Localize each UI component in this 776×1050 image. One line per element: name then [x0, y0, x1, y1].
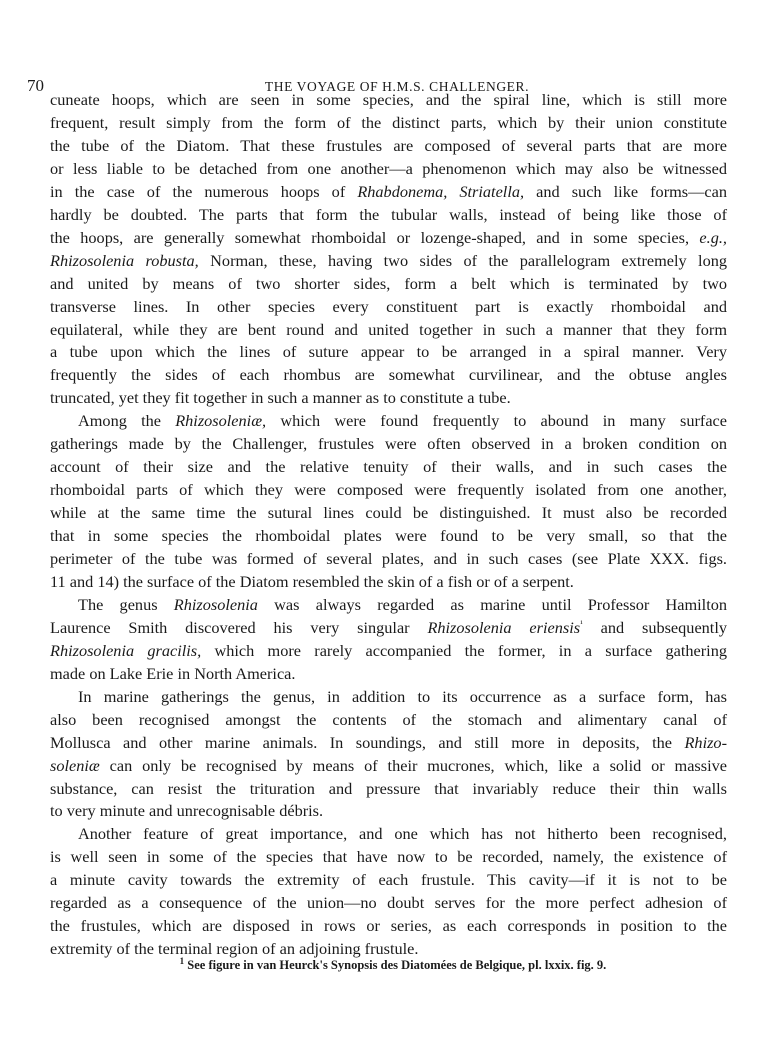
text-line [50, 90, 727, 110]
text-line [50, 733, 727, 753]
italic-term: Rhizosolenia eriensis [427, 617, 581, 637]
italic-term: soleniæ [50, 755, 100, 775]
text-line [50, 710, 727, 730]
text-run: transverse lines. In other species every constituent part is exactly rhomboidal and [50, 296, 727, 316]
text-line [50, 251, 727, 271]
text-run: and such like forms—can [524, 181, 727, 201]
text-run: also been recognised amongst the contents of the stomach and alimentary canal of [50, 709, 727, 729]
text-line [50, 388, 727, 408]
text-run: in the case of the numerous hoops of [50, 181, 358, 201]
text-run: made on Lake Erie in North America. [50, 663, 296, 683]
text-line [50, 365, 727, 385]
text-line [50, 549, 727, 569]
italic-term: Rhizo- [684, 732, 727, 752]
text-line [50, 480, 727, 500]
italic-term: Rhizosolenia [173, 594, 258, 614]
italic-term: Rhabdonema, Striatella, [357, 181, 525, 201]
text-line [50, 457, 727, 477]
text-line [50, 801, 727, 821]
italic-term: Rhizosolenia gracilis, [50, 640, 202, 660]
text-run: regarded as a consequence of the union—no doubt serves for the more perfect adhesion of [50, 893, 727, 913]
text-run: account of their size and the relative tenuity of their walls, and in such cases the [50, 457, 727, 477]
text-run: and united by means of two shorter sides, form a belt which is terminated by two [50, 273, 727, 293]
italic-term: e.g., [699, 227, 727, 247]
text-line [50, 618, 727, 638]
text-run: the frustules, which are disposed in rows or series, as each corresponds in position to the [50, 916, 727, 936]
text-run: a minute cavity towards the extremity of each frustule. This cavity—if it is not to be [50, 870, 727, 890]
text-line [78, 411, 727, 431]
text-run: the tube of the Diatom. That these frustules are composed of several parts that are more [50, 135, 727, 155]
text-run: frequent, result simply from the form of the distinct parts, which by their union constitute [50, 112, 727, 132]
text-run: Among the [78, 411, 176, 431]
page-number: 70 [27, 76, 44, 95]
text-run: and subsequently [582, 617, 727, 637]
text-run: In marine gatherings the genus, in addition to its occurrence as a surface form, has [78, 686, 727, 706]
text-run: can only be recognised by means of their mucrones, which, like a solid or massive [99, 755, 727, 775]
text-run: hardly be doubted. The parts that form the tubular walls, instead of being like those of [50, 204, 727, 224]
text-line [50, 893, 727, 913]
text-line [50, 342, 727, 362]
text-run: the hoops, are generally somewhat rhomboidal or lozenge-shaped, and in some species, [50, 227, 700, 247]
text-line [50, 205, 727, 225]
text-run: which more rarely accompanied the former, in a surface gathering [201, 640, 727, 660]
text-line [50, 847, 727, 867]
text-run: is well seen in some of the species that have now to be recorded, namely, the existence of [50, 847, 727, 867]
text-line [50, 320, 727, 340]
footnote-reference: ¹ [580, 618, 583, 629]
text-run: that in some species the rhomboidal plates were found to be very small, so that the [50, 526, 727, 546]
text-run: Another feature of great importance, and one which has not hitherto been recognised, [78, 824, 727, 844]
text-line [50, 939, 727, 959]
text-line [50, 572, 727, 592]
text-line [50, 136, 727, 156]
text-line [50, 664, 727, 684]
text-line [50, 182, 727, 202]
text-run: which were found frequently to abound in many surface [266, 411, 728, 431]
text-run: substance, can resist the trituration and pressure that invariably reduce their thin walls [50, 778, 727, 798]
text-line [50, 779, 727, 799]
text-run: Mollusca and other marine animals. In soundings, and still more in deposits, the [50, 732, 685, 752]
text-run: was always regarded as marine until Professor Hamilton [257, 594, 728, 614]
text-run: truncated, yet they fit together in such a manner as to constitute a tube. [50, 388, 511, 408]
text-run: rhomboidal parts of which they were composed were frequently isolated from one another, [50, 480, 727, 500]
text-run: 11 and 14) the surface of the Diatom resembled the skin of a fish or of a serpent. [50, 571, 574, 591]
text-line [50, 434, 727, 454]
text-line [78, 595, 727, 615]
footnote-marker: 1 [179, 955, 185, 966]
footnote-text: See figure in van Heurck's Synopsis des Diatomées de Belgique, pl. lxxix. fig. 9. [184, 958, 607, 972]
italic-term: Rhizosolenia robusta, [50, 250, 199, 270]
text-line [50, 274, 727, 294]
text-line [50, 503, 727, 523]
text-run: The genus [78, 594, 174, 614]
running-title: THE VOYAGE OF H.M.S. CHALLENGER. [264, 79, 530, 94]
text-line [50, 297, 727, 317]
text-run: Laurence Smith discovered his very singular [50, 617, 428, 637]
text-run: Norman, these, having two sides of the parallelogram extremely long [198, 250, 728, 270]
text-line [50, 916, 727, 936]
text-run: or less liable to be detached from one another—a phenomenon which may also be witnessed [50, 158, 727, 178]
text-line [50, 526, 727, 546]
text-line [50, 159, 727, 179]
text-run: while at the same time the sutural lines could be distinguished. It must also be recorded [50, 503, 727, 523]
text-line [50, 870, 727, 890]
text-run: equilateral, while they are bent round and united together in such a manner that they form [50, 319, 727, 339]
text-run: perimeter of the tube was formed of several plates, and in such cases (see Plate XXX. figs. [50, 549, 727, 568]
text-line [50, 228, 727, 248]
footnote [0, 955, 776, 973]
text-run: to very minute and unrecognisable débris. [50, 801, 324, 821]
text-line [50, 113, 727, 133]
text-line [78, 824, 727, 844]
text-run: frequently the sides of each rhombus are somewhat curvilinear, and the obtuse angles [50, 365, 727, 385]
text-line [50, 641, 727, 661]
text-line [78, 687, 727, 707]
text-run: a tube upon which the lines of suture appear to be arranged in a spiral manner. Very [50, 342, 727, 362]
italic-term: Rhizosoleniæ, [175, 411, 267, 431]
text-run: gatherings made by the Challenger, frustules were often observed in a broken condition on [50, 434, 727, 454]
text-run: cuneate hoops, which are seen in some species, and the spiral line, which is still more [50, 90, 727, 109]
text-run: extremity of the terminal region of an adjoining frustule. [50, 939, 419, 959]
text-line [50, 756, 727, 776]
